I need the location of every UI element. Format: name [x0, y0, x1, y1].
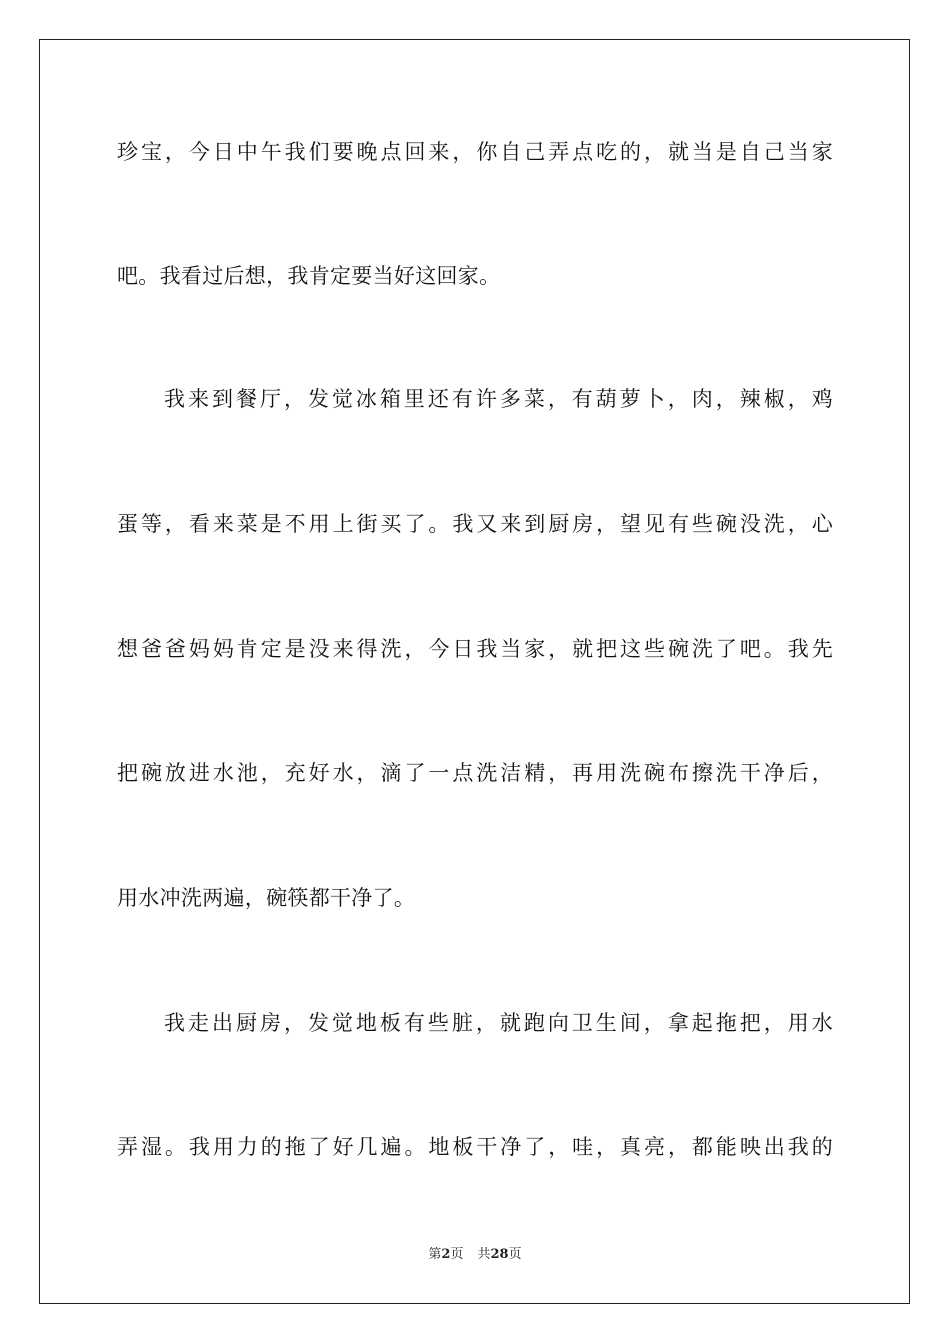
text-line-6: 把碗放进水池，充好水，滴了一点洗洁精，再用洗碗布擦洗干净后， — [117, 761, 833, 785]
text-line-3: 我来到餐厅，发觉冰箱里还有许多菜，有葫萝卜，肉，辣椒，鸡 — [164, 387, 833, 411]
page-number: 2 — [441, 1247, 451, 1262]
text-line-2: 吧。我看过后想，我肯定要当好这回家。 — [117, 264, 501, 288]
text-line-7: 用水冲洗两遍，碗筷都干净了。 — [117, 886, 416, 910]
page-suffix: 页 — [450, 1247, 464, 1262]
page-prefix: 第 — [428, 1247, 442, 1262]
text-line-1: 珍宝，今日中午我们要晚点回来，你自己弄点吃的，就当是自己当家 — [117, 140, 833, 164]
page-border — [39, 39, 910, 1304]
text-line-8: 我走出厨房，发觉地板有些脏，就跑向卫生间，拿起拖把，用水 — [164, 1011, 833, 1035]
total-prefix: 共 — [477, 1247, 491, 1262]
total-suffix: 页 — [508, 1247, 522, 1262]
total-pages: 28 — [490, 1247, 509, 1262]
page-footer — [0, 1246, 950, 1264]
text-line-4: 蛋等，看来菜是不用上街买了。我又来到厨房，望见有些碗没洗，心 — [117, 512, 833, 536]
text-line-9: 弄湿。我用力的拖了好几遍。地板干净了，哇，真亮，都能映出我的 — [117, 1135, 833, 1159]
text-line-5: 想爸爸妈妈肯定是没来得洗，今日我当家，就把这些碗洗了吧。我先 — [117, 637, 833, 661]
